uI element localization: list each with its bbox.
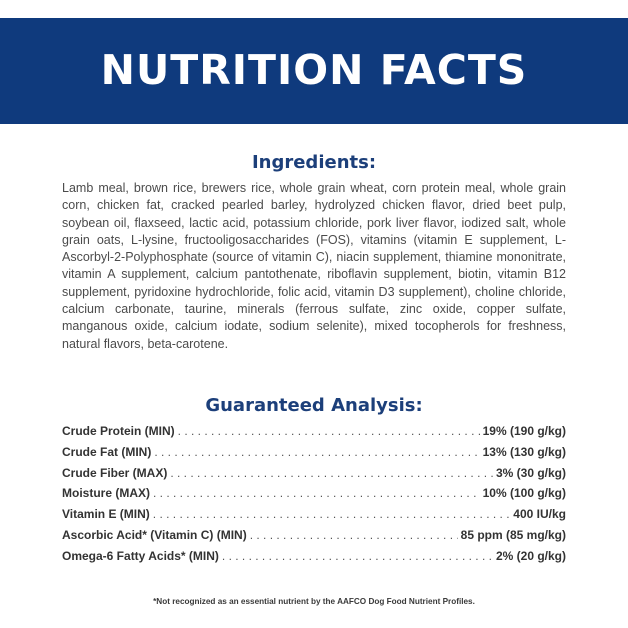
analysis-value: 13% (130 g/kg) [482, 444, 566, 459]
analysis-row-crude-protein [62, 424, 566, 445]
dot-leader [154, 445, 479, 459]
dot-leader [222, 549, 493, 563]
analysis-label: Omega-6 Fatty Acids* (MIN) [62, 548, 219, 563]
guaranteed-analysis-heading: Guaranteed Analysis: [205, 395, 423, 416]
analysis-row-omega-6 [62, 549, 566, 570]
header-banner [0, 18, 628, 124]
analysis-label: Vitamin E (MIN) [62, 507, 150, 522]
dot-leader [178, 424, 480, 438]
guaranteed-analysis-table [62, 424, 566, 570]
analysis-value: 10% (100 g/kg) [482, 486, 566, 501]
analysis-value: 400 IU/kg [513, 507, 566, 522]
analysis-label: Crude Fat (MIN) [62, 444, 152, 459]
analysis-row-vitamin-e [62, 507, 566, 528]
analysis-row-moisture [62, 486, 566, 507]
analysis-row-ascorbic-acid [62, 528, 566, 549]
dot-leader [170, 466, 493, 480]
analysis-label: Moisture (MAX) [62, 486, 150, 501]
footnote: *Not recognized as an essential nutrient by the AAFCO Dog Food Nutrient Profiles. [153, 597, 475, 606]
dot-leader [250, 528, 458, 542]
analysis-value: 2% (20 g/kg) [495, 548, 566, 563]
ingredients-text: Lamb meal, brown rice, brewers rice, whole grain wheat, corn protein meal, whole grain corn, chicken fat, cracked pearled barley, hydrolyzed chicken flavor, dried beet pulp, soybean oil, flaxseed, lactic acid, potassium chloride, pork liver flavor, iodized salt, whole grain oats, L-lysine, fructooligosaccharides (FOS), vitamins (vitamin E supplement, L-Ascorbyl-2-Polyphosphate (source of vitamin C), niacin supplement, thiamine mononitrate, vitamin A supplement, calcium pantothenate, riboflavin supplement, biotin, vitamin B12 supplement, pyridoxine hydrochloride, folic acid, vitamin D3 supplement), choline chloride, calcium carbonate, taurine, minerals (ferrous sulfate, zinc oxide, copper sulfate, manganous oxide, calcium iodate, sodium selenite), mixed tocopherols for freshness, natural flavors, beta-carotene. [62, 181, 566, 351]
dot-leader [153, 486, 480, 500]
analysis-label: Ascorbic Acid* (Vitamin C) (MIN) [62, 527, 247, 542]
analysis-value: 3% (30 g/kg) [495, 465, 566, 480]
ingredients-heading: Ingredients: [251, 152, 377, 173]
analysis-row-crude-fiber [62, 466, 566, 487]
analysis-row-crude-fat [62, 445, 566, 466]
dot-leader [153, 507, 511, 521]
analysis-label: Crude Fiber (MAX) [62, 465, 168, 480]
analysis-value: 19% (190 g/kg) [482, 424, 566, 438]
analysis-label: Crude Protein (MIN) [62, 424, 175, 438]
page-title: NUTRITION FACTS [100, 46, 528, 94]
analysis-value: 85 ppm (85 mg/kg) [460, 527, 566, 542]
